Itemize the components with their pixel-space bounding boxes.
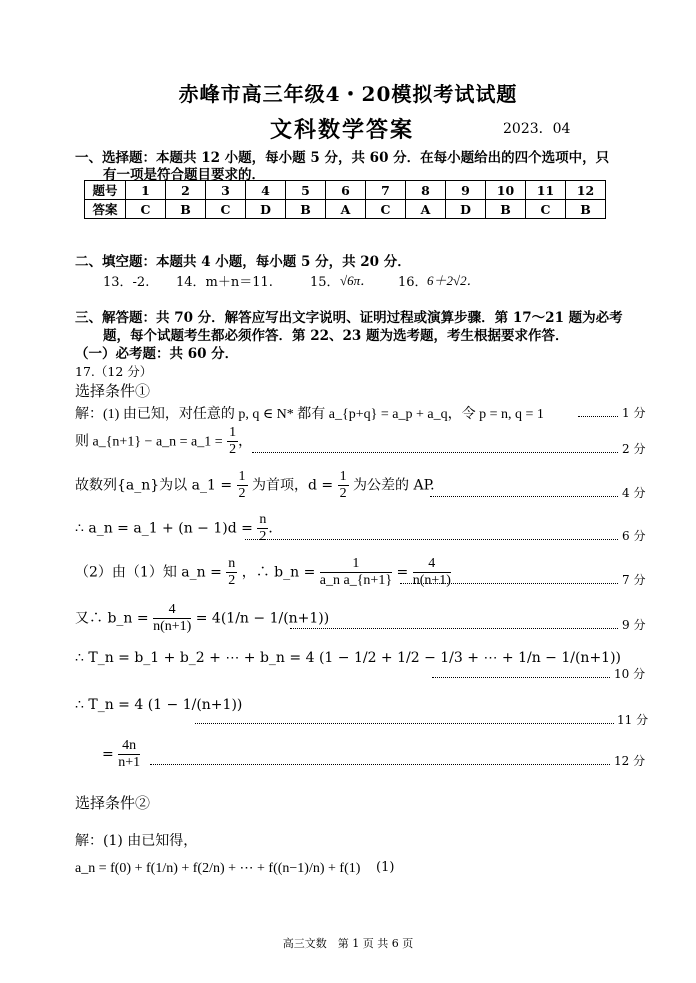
question-number: 12: [566, 181, 606, 200]
score: 4 分: [622, 486, 646, 500]
table-row: [85, 181, 606, 200]
exam-date: 2023．04: [503, 121, 571, 137]
answer-cell: D: [446, 200, 486, 219]
answer-cell: C: [366, 200, 406, 219]
answer-cell: B: [566, 200, 606, 219]
page-subtitle: 文科数学答案: [270, 117, 415, 143]
question-number: 6: [326, 181, 366, 200]
condition-1: 选择条件①: [75, 382, 151, 400]
page-title: 赤峰市高三年级4・20模拟考试试题: [178, 82, 518, 106]
question-number: 2: [166, 181, 206, 200]
answer-15-label: 15．: [310, 275, 340, 290]
section1-heading-cont: 有一项是符合题目要求的．: [103, 167, 265, 183]
question-number: 10: [486, 181, 526, 200]
answer-cell: B: [486, 200, 526, 219]
score: 11 分: [617, 713, 649, 727]
answer-cell: A: [326, 200, 366, 219]
table-row: [85, 200, 606, 219]
answer-cell: C: [526, 200, 566, 219]
answer-cell: B: [286, 200, 326, 219]
condition-2: 选择条件②: [75, 794, 151, 812]
answer-cell: B: [166, 200, 206, 219]
question-number: 3: [206, 181, 246, 200]
score: 6 分: [622, 529, 646, 543]
score: 2 分: [622, 442, 646, 456]
score: 12 分: [614, 754, 646, 768]
score: 7 分: [622, 573, 646, 587]
section3-sub: （一）必考题：共 60 分．: [75, 346, 239, 362]
q17-step2: 则 a_{n+1} − a_n = a_1 = $\frac{1}{2}$ ，: [75, 425, 253, 457]
answer-table: [84, 180, 606, 219]
score: 1 分: [622, 406, 646, 420]
answer-16-label: 16．: [398, 275, 428, 290]
score: 9 分: [622, 618, 646, 632]
answer-cell: A: [406, 200, 446, 219]
answer-cell: C: [206, 200, 246, 219]
c2-equation-tag: (1): [376, 860, 395, 875]
question-number: 4: [246, 181, 286, 200]
answer-cell: D: [246, 200, 286, 219]
question-number: 11: [526, 181, 566, 200]
section2-heading: 二、填空题：本题共 4 小题，每小题 5 分，共 20 分．: [75, 254, 411, 270]
q17-step3: 故数列{a_n}为以 a_1 = $\frac{1}{2}$ 为首项，d = $\frac{1}{2}$ 为公差的 AP.: [75, 469, 435, 501]
section3-heading: 三、解答题：共 70 分．解答应写出文字说明、证明过程或演算步骤．第 17～21 题为必考: [75, 310, 623, 326]
section1-heading: 一、选择题：本题共 12 小题，每小题 5 分，共 60 分．在每小题给出的四个选项中，只: [75, 150, 610, 166]
question-number: 7: [366, 181, 406, 200]
q17-label: 17.（12 分）: [75, 364, 153, 379]
c2-step1: 解：(1) 由已知得，: [75, 833, 198, 849]
row-label: 题号: [85, 181, 126, 200]
question-number: 8: [406, 181, 446, 200]
q17-step5: （2）由（1）知 a_n = $\frac{n}{2}$ ，∴ b_n = $\frac{1}{\text{a\_n a\_\{n+1\}}}$ = $\frac{4}{n(n+1)}$: [75, 556, 451, 588]
q17-step7: ∴ T_n = b_1 + b_2 + ⋯ + b_n = 4 (1 − 1/2 + 1/2 − 1/3 + ⋯ + 1/n − 1/(n+1)): [75, 650, 622, 666]
score: 10 分: [614, 667, 646, 681]
q17-step1: 解：(1) 由已知，对任意的 p, q ∈ N* 都有 a_{p+q} = a_p + a_q，令 p = n, q = 1: [75, 407, 544, 422]
page-footer: 高三文数 第 1 页 共 6 页: [282, 937, 414, 950]
q17-step6: 又∴ b_n = $\frac{4}{n(n+1)}$ = 4(1/n − 1/(n+1)): [75, 602, 330, 634]
q17-step4: ∴ a_n = a_1 + (n − 1)d = $\frac{n}{2}$ ．: [75, 512, 283, 544]
c2-step2: a_n = f(0) + f(1/n) + f(2/n) + ⋯ + f((n−1)/n) + f(1): [75, 861, 361, 876]
answer-16: 6＋2√2．: [427, 273, 480, 288]
section3-heading-cont: 题，每个试题考生都必须作答．第 22、23 题为选考题，考生根据要求作答．: [103, 328, 569, 344]
question-number: 9: [446, 181, 486, 200]
q17-step8: ∴ T_n = 4 (1 − 1/(n+1)): [75, 697, 243, 713]
answer-15: √6π．: [340, 273, 374, 288]
answer-13: 13．-2.: [103, 275, 150, 290]
q17-step9: = $\frac{4n}{n+1}$: [102, 738, 141, 770]
question-number: 1: [126, 181, 166, 200]
answer-cell: C: [126, 200, 166, 219]
question-number: 5: [286, 181, 326, 200]
row-label: 答案: [85, 200, 126, 219]
answer-14: 14．m＋n＝11.: [176, 275, 273, 290]
